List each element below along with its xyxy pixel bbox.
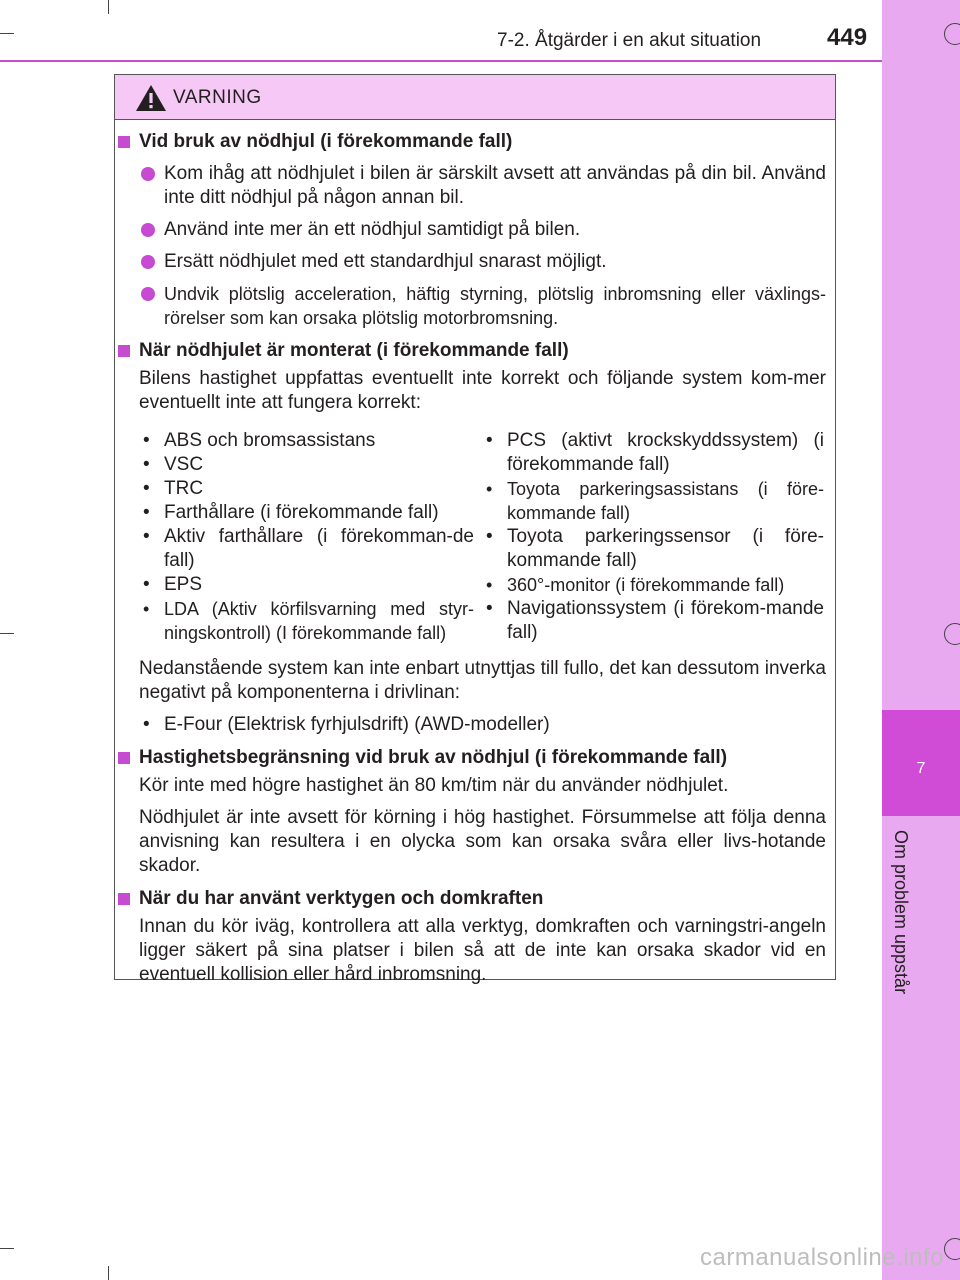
registration-mark <box>944 623 960 645</box>
registration-mark <box>944 23 960 45</box>
section-heading: När nödhjulet är monterat (i förekommande fall) <box>114 339 826 363</box>
section-heading: Vid bruk av nödhjul (i förekommande fall) <box>114 130 826 154</box>
list-item: • Farthållare (i förekommande fall) <box>143 502 439 523</box>
paragraph: Nedanstående system kan inte enbart utnyttjas till fullo, det kan dessutom inverka negativt på komponenterna i drivlinan: <box>139 658 826 703</box>
round-bullet-icon <box>141 255 155 269</box>
section-heading: Hastighetsbegränsning vid bruk av nödhjul (i förekommande fall) <box>114 746 826 770</box>
list-item: • Navigationssystem (i förekom-mande fall) <box>486 598 824 643</box>
warning-content <box>114 130 826 987</box>
paragraph: Nödhjulet är inte avsett för körning i hög hastighet. Försummelse att följa denna anvisning kan resultera i en olycka som kan orsaka svåra eller livs-hotande skador. <box>139 807 826 876</box>
bullet-item: Kom ihåg att nödhjulet i bilen är särskilt avsett att användas på din bil. Använd inte ditt nödhjul på någon annan bil. <box>114 162 826 210</box>
bullet-item: Ersätt nödhjulet med ett standardhjul snarast möjligt. <box>114 250 826 274</box>
chapter-title: Om problem uppstår <box>891 830 911 995</box>
square-bullet-icon <box>118 345 130 357</box>
header-title: 7-2. Åtgärder i en akut situation <box>497 30 762 51</box>
warning-icon <box>135 84 167 112</box>
list-item: • ABS och bromsassistans <box>143 430 376 451</box>
round-bullet-icon <box>141 167 155 181</box>
warning-label: VARNING <box>173 87 262 108</box>
list-item: • 360°-monitor (i förekommande fall) <box>486 575 785 595</box>
list-item: • TRC <box>143 478 204 499</box>
registration-mark <box>944 1238 960 1260</box>
paragraph: Innan du kör iväg, kontrollera att alla verktyg, domkraften och varningstri-angeln ligger säkert på sina platser i bilen så att de inte kan orsaka skador vid en eventuell kollision eller hård inbromsning. <box>139 916 826 985</box>
list-item: • Aktiv farthållare (i förekomman-de fall) <box>143 526 474 571</box>
list-item: • EPS <box>143 574 203 595</box>
crop-mark <box>0 33 14 34</box>
watermark: carmanualsonline.info <box>700 1244 944 1271</box>
list-item: • VSC <box>143 454 204 475</box>
bullet-item: Undvik plötslig acceleration, häftig styrning, plötslig inbromsning eller växlings-rörelser som kan orsaka plötslig motorbromsning. <box>114 282 826 330</box>
chapter-number: 7 <box>916 760 926 777</box>
paragraph: Bilens hastighet uppfattas eventuellt inte korrekt och följande system kom-mer eventuellt inte att fungera korrekt: <box>139 368 826 413</box>
list-item: • PCS (aktivt krockskyddssystem) (i förekommande fall) <box>486 430 824 475</box>
paragraph: Kör inte med högre hastighet än 80 km/tim när du använder nödhjulet. <box>139 775 729 796</box>
list-item: • E-Four (Elektrisk fyrhjulsdrift) (AWD-modeller) <box>143 714 550 735</box>
crop-mark <box>108 0 109 14</box>
section-heading: När du har använt verktygen och domkraften <box>114 887 826 911</box>
round-bullet-icon <box>141 223 155 237</box>
system-list-right <box>482 429 824 645</box>
square-bullet-icon <box>118 893 130 905</box>
system-list-left <box>139 429 474 645</box>
system-list <box>114 429 826 645</box>
crop-mark <box>0 633 14 634</box>
list-item: • LDA (Aktiv körfilsvarning med styr-ningskontroll) (I förekommande fall) <box>143 599 474 643</box>
page-number: 449 <box>827 24 868 51</box>
square-bullet-icon <box>118 136 130 148</box>
crop-mark <box>108 1266 109 1280</box>
list-item: • Toyota parkeringsassistans (i före-kommande fall) <box>486 479 824 523</box>
square-bullet-icon <box>118 752 130 764</box>
bullet-item: Använd inte mer än ett nödhjul samtidigt på bilen. <box>114 218 826 242</box>
header-rule <box>0 60 882 62</box>
round-bullet-icon <box>141 287 155 301</box>
crop-mark <box>0 1248 14 1249</box>
warning-header <box>115 75 835 120</box>
list-item: • Toyota parkeringssensor (i före-kommande fall) <box>486 526 824 571</box>
